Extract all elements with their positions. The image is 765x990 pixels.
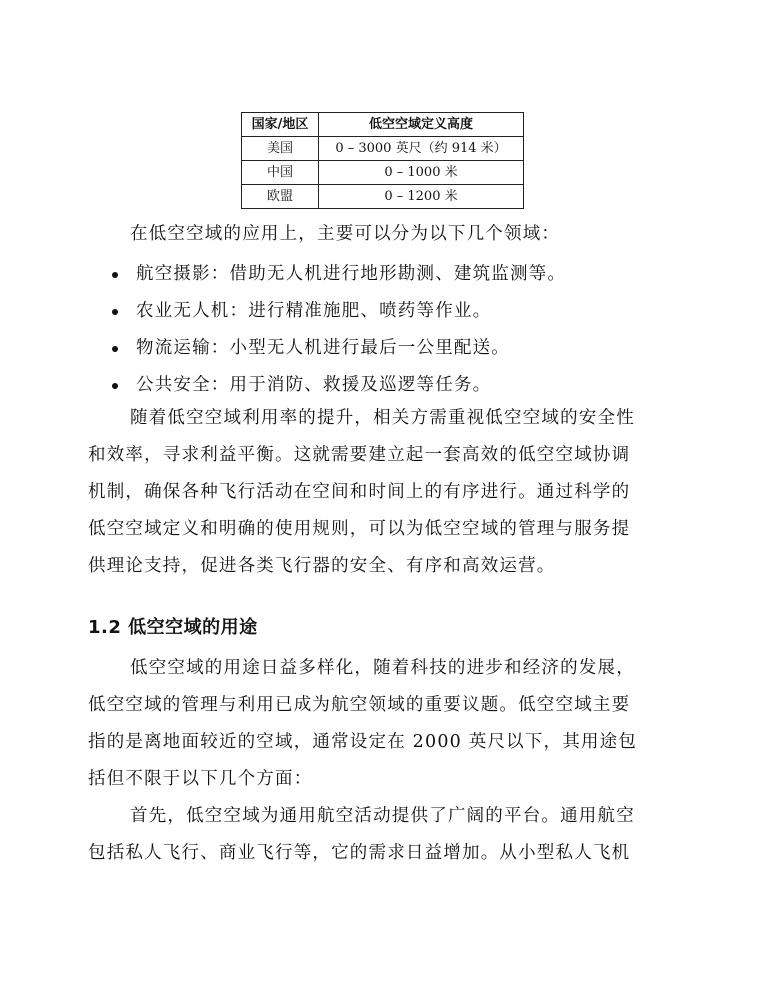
paragraph-line: 首先，低空空域为通用航空活动提供了广阔的平台。通用航空: [130, 806, 635, 826]
paragraph-line: 低空空域的管理与利用已成为航空领域的重要议题。低空空域主要: [88, 695, 631, 715]
list-item: [112, 293, 566, 330]
paragraph-line: 低空空域的用途日益多样化，随着科技的进步和经济的发展，: [130, 658, 635, 678]
paragraph-line: 包括私人飞行、商业飞行等，它的需求日益增加。从小型私人飞机: [88, 843, 631, 863]
table-cell-region: 欧盟: [242, 185, 319, 209]
paragraph-line: 供理论支持，促进各类飞行器的安全、有序和高效运营。: [88, 556, 556, 576]
list-item: [112, 256, 566, 293]
list-item: [112, 330, 566, 367]
paragraph-line: 随着低空空域利用率的提升，相关方需重视低空空域的安全性: [130, 408, 635, 428]
list-item-text: 航空摄影：借助无人机进行地形勘测、建筑监测等。: [136, 264, 567, 284]
paragraph-uses: [88, 650, 688, 872]
bullet-icon: [112, 272, 118, 278]
paragraph-line: 机制，确保各种飞行活动在空间和时间上的有序进行。通过科学的: [88, 482, 631, 502]
table-row: [242, 137, 524, 161]
table-header-region: 国家/地区: [242, 113, 319, 137]
table-row: [242, 161, 524, 185]
paragraph-line: 指的是离地面较近的空域，通常设定在 2000 英尺以下，其用途包: [88, 732, 638, 752]
list-item: [112, 367, 566, 404]
table-cell-region: 中国: [242, 161, 319, 185]
list-item-text: 公共安全：用于消防、救援及巡逻等任务。: [136, 375, 492, 395]
table-header-row: [242, 113, 524, 137]
list-item-text: 物流运输：小型无人机进行最后一公里配送。: [136, 338, 510, 358]
list-item-text: 农业无人机：进行精准施肥、喷药等作业。: [136, 301, 492, 321]
bullet-icon: [112, 346, 118, 352]
paragraph-line: 括但不限于以下几个方面：: [88, 769, 313, 789]
intro-line: 在低空空域的应用上，主要可以分为以下几个领域：: [130, 224, 561, 244]
paragraph-line: 和效率，寻求利益平衡。这就需要建立起一套高效的低空空域协调: [88, 445, 631, 465]
table-cell-region: 美国: [242, 137, 319, 161]
paragraph-balance: [88, 400, 688, 585]
table-row: [242, 185, 524, 209]
airspace-height-table: [241, 112, 524, 209]
table-header-height: 低空空域定义高度: [319, 113, 524, 137]
section-heading: 1.2 低空空域的用途: [88, 617, 258, 638]
table-cell-height: 0 – 1200 米: [319, 185, 524, 209]
bullet-icon: [112, 383, 118, 389]
paragraph-line: 低空空域定义和明确的使用规则，可以为低空空域的管理与服务提: [88, 519, 631, 539]
bullet-icon: [112, 309, 118, 315]
table-cell-height: 0 – 1000 米: [319, 161, 524, 185]
application-list: [112, 256, 566, 404]
intro-paragraph: [88, 216, 688, 253]
table-cell-height: 0 – 3000 英尺（约 914 米）: [319, 137, 524, 161]
